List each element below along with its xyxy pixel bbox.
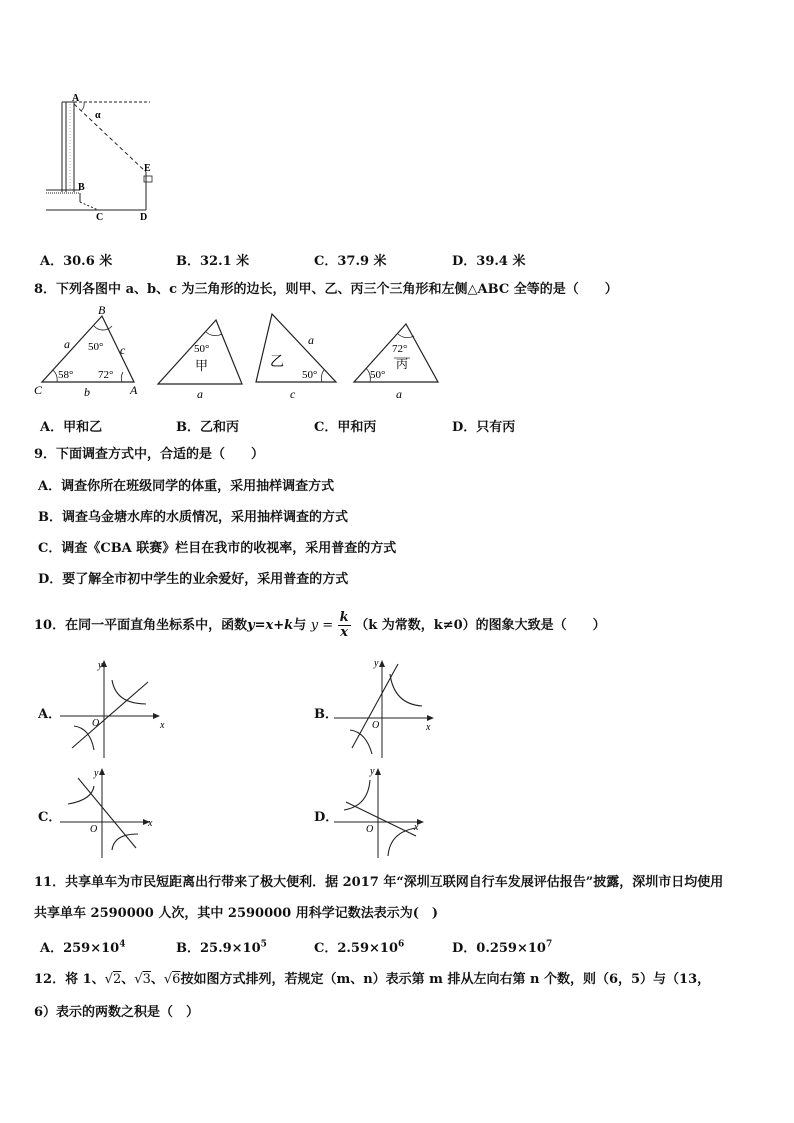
q11-line1: 11．共享单车为市民短距离出行带来了极大便利．据 2017 年“深圳互联网自行车发展评估报告”披露，深圳市日均使用 bbox=[34, 875, 724, 890]
tri-bing-angle-left: 50° bbox=[370, 369, 386, 381]
q11-option-b: B．$25.9\times 10^5$ bbox=[176, 939, 267, 956]
q11-option-d: D．$0.259\times 10^7$ bbox=[452, 939, 553, 956]
tri-abc-angle-b: 50° bbox=[88, 341, 104, 353]
q10-b-o: O bbox=[372, 720, 380, 731]
q7-figure bbox=[40, 92, 170, 224]
q12-line1: 12．将 1、√2、√3、√6按如图方式排列，若规定（m、n）表示第 m 排从左向右第 n 个数，则（6，5）与（13， bbox=[34, 972, 711, 987]
q7-label-B: B bbox=[78, 182, 85, 193]
q10-graph-a bbox=[60, 656, 170, 760]
q10-stem bbox=[34, 608, 606, 644]
tri-bing-name: 丙 bbox=[396, 357, 409, 371]
q10-frac-den: x bbox=[340, 625, 349, 640]
tri-abc-angle-a: 72° bbox=[98, 369, 114, 381]
q7-option-a: A．30.6 米 bbox=[40, 254, 113, 269]
q10-stem-post: （k 为常数，k≠0）的图象大致是（ ） bbox=[355, 618, 606, 633]
q10-b-y: y bbox=[374, 658, 379, 669]
q10-fraction bbox=[338, 611, 351, 640]
q8-triangle-figures bbox=[34, 304, 454, 400]
q11-line2: 共享单车 2590000 人次，其中 2590000 用科学记数法表示为( ) bbox=[34, 906, 439, 921]
tri-abc-side-a: a bbox=[64, 337, 70, 351]
q10-d-y: y bbox=[370, 766, 375, 777]
tri-jia-side: a bbox=[197, 387, 203, 400]
q12-pre: 12．将 1、 bbox=[34, 972, 105, 987]
q12-sqrt3: √3 bbox=[134, 972, 151, 987]
tri-abc-A: A bbox=[130, 383, 138, 397]
q10-option-b-label: B． bbox=[314, 707, 338, 722]
q11-option-c: C．$2.59\times 10^6$ bbox=[314, 939, 405, 956]
q10-stem-pre: 10．在同一平面直角坐标系中，函数 bbox=[34, 618, 248, 633]
q10-func2-lhs: y = bbox=[310, 618, 334, 633]
tri-jia-name: 甲 bbox=[195, 358, 209, 373]
tri-abc-C: C bbox=[34, 383, 43, 397]
tri-jia-angle: 50° bbox=[194, 343, 210, 355]
q10-d-o: O bbox=[366, 824, 374, 835]
q10-option-d-label: D． bbox=[314, 810, 339, 825]
q8-option-a: A．甲和乙 bbox=[40, 420, 103, 435]
q9-stem: 9．下面调查方式中，合适的是（ ） bbox=[34, 447, 265, 462]
q9-option-d: D．要了解全市初中学生的业余爱好，采用普查的方式 bbox=[38, 572, 349, 587]
q10-graph-b bbox=[334, 656, 444, 760]
q7-label-A: A bbox=[72, 93, 80, 104]
tri-bing-side: a bbox=[396, 387, 402, 400]
q12-line2: 6）表示的两数之积是（ ） bbox=[34, 1005, 200, 1020]
q10-graph-d bbox=[334, 762, 434, 862]
q10-a-o: O bbox=[92, 718, 100, 729]
q7-label-alpha: α bbox=[95, 110, 101, 121]
q9-option-b: B．调查乌金塘水库的水质情况，采用抽样调查的方式 bbox=[38, 510, 348, 525]
tri-abc-B: B bbox=[98, 304, 106, 317]
q8-stem: 8．下列各图中 a、b、c 为三角形的边长，则甲、乙、丙三个三角形和左侧△ABC 全等的是（ ） bbox=[34, 282, 618, 297]
q7-option-d: D．39.4 米 bbox=[452, 254, 526, 269]
q10-a-x: x bbox=[160, 720, 165, 731]
q12-sqrt6: √6 bbox=[163, 972, 181, 987]
q12-sqrt2: √2 bbox=[104, 972, 122, 987]
q10-option-a-label: A． bbox=[38, 707, 62, 722]
tri-yi-side-c: c bbox=[290, 387, 296, 400]
q8-option-b: B．乙和丙 bbox=[176, 420, 239, 435]
tri-abc-side-c: c bbox=[120, 343, 126, 357]
q10-b-x: x bbox=[426, 722, 431, 733]
q10-option-c-label: C． bbox=[38, 810, 62, 825]
tri-abc-side-b: b bbox=[84, 385, 90, 399]
q7-label-C: C bbox=[96, 212, 104, 223]
q10-frac-num: k bbox=[339, 610, 349, 625]
q10-func1: y=x+k bbox=[247, 618, 294, 633]
q7-option-b: B．32.1 米 bbox=[176, 254, 250, 269]
q10-stem-mid: 与 bbox=[293, 618, 307, 633]
q7-label-E: E bbox=[144, 163, 151, 174]
q10-c-y: y bbox=[94, 768, 99, 779]
q10-c-x: x bbox=[148, 818, 153, 829]
tri-abc-angle-c: 58° bbox=[58, 369, 74, 381]
tri-yi-angle: 50° bbox=[302, 369, 318, 381]
q9-option-c: C．调查《CBA 联赛》栏目在我市的收视率，采用普查的方式 bbox=[38, 541, 397, 556]
tri-yi-name: 乙 bbox=[270, 355, 284, 370]
q10-a-y: y bbox=[98, 660, 103, 671]
q10-graph-c bbox=[60, 762, 160, 862]
q8-option-d: D．只有丙 bbox=[452, 420, 516, 435]
q11-option-a: A．$259\times 10^4$ bbox=[40, 939, 126, 956]
q7-label-D: D bbox=[140, 212, 148, 223]
q10-d-x: x bbox=[414, 822, 419, 833]
tri-yi-side-a: a bbox=[308, 333, 314, 347]
q12-post: 按如图方式排列，若规定（m、n）表示第 m 排从左向右第 n 个数，则（6，5）与（13， bbox=[180, 972, 711, 987]
q9-option-a: A．调查你所在班级同学的体重，采用抽样调查方式 bbox=[38, 479, 335, 494]
q8-option-c: C．甲和丙 bbox=[314, 420, 377, 435]
tri-bing-angle-top: 72° bbox=[392, 343, 408, 355]
q10-c-o: O bbox=[90, 824, 98, 835]
q7-option-c: C．37.9 米 bbox=[314, 254, 387, 269]
